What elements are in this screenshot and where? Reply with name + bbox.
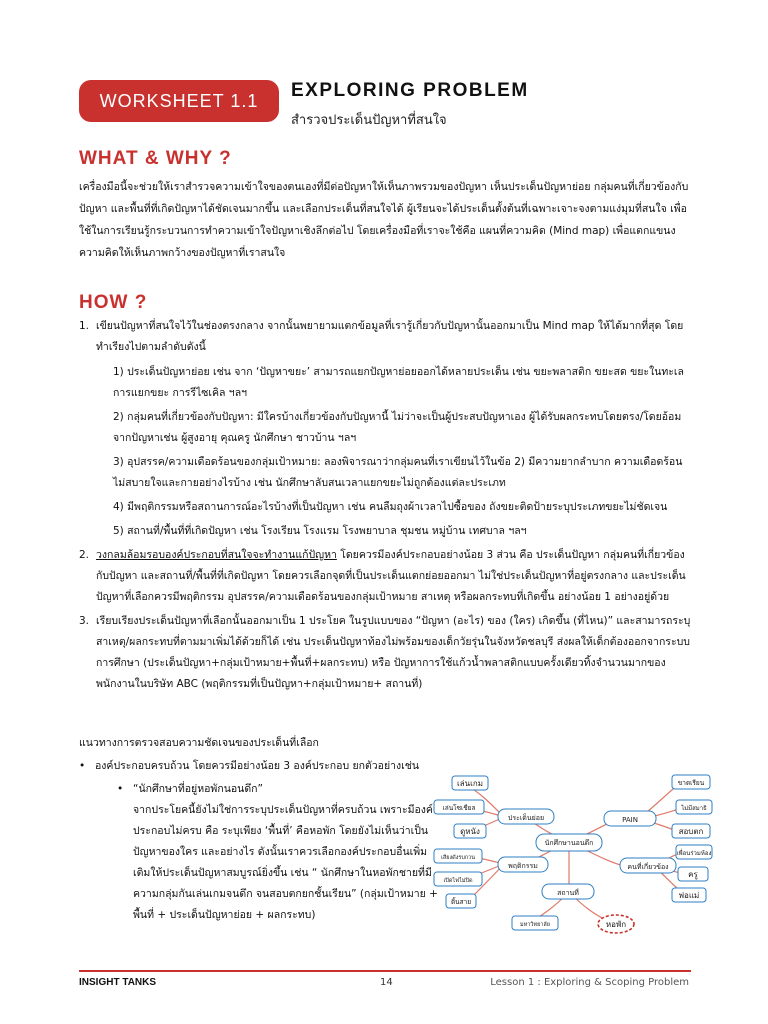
bullet-1-text: องค์ประกอบครบถ้วน โดยควรมีอย่างน้อย 3 องค์ประกอบ ยกตัวอย่างเช่น (95, 760, 420, 772)
mm-leaf-10: เสียงดังรบกวน (440, 855, 476, 861)
sub-item-1: 1) ประเด็นปัญหาย่อย เช่น จาก ‘ปัญหาขยะ’ สามารถแยกปัญหาย่อยออกได้หลายประเด็น เช่น ขยะพลาสติก ขยะสด ขยะในทะเล การแยกขยะ การรีไซเคิล ฯลฯ (113, 366, 684, 399)
step-1-text: เขียนปัญหาที่สนใจไว้ในช่องตรงกลาง จากนั้นพยายามแตกข้อมูลที่เรารู้เกี่ยวกับปัญหานั้นออกมาเป็น Mind map ให้ได้มากที่สุด โดยทำเรียงไปตามลำดับดังนี้ (96, 320, 684, 353)
mm-leaf-13: มหาวิทยาลัย (520, 922, 550, 928)
footer-brand: INSIGHT TANKS (79, 977, 157, 988)
mm-leaf-11: เปิดไฟไม่ปิด (443, 878, 473, 884)
mm-center: นักศึกษานอนดึก (544, 839, 594, 847)
worksheet-badge: WORKSHEET 1.1 (79, 80, 279, 122)
sub-item-5: 5) สถานที่/พื้นที่ที่เกิดปัญหา เช่น โรงเรียน โรงแรม โรงพยาบาล ชุมชน หมู่บ้าน เทศบาล ฯลฯ (113, 525, 527, 537)
mm-leaf-3: ดูหนัง (460, 827, 480, 836)
mm-branch-behavior: พฤติกรรม (508, 862, 538, 870)
check-heading: แนวทางการตรวจสอบความชัดเจนของประเด็นที่เลือก (79, 737, 319, 749)
mm-leaf-6: สอบตก (678, 827, 704, 836)
sub-item-4: 4) มีพฤติกรรมหรือสถานการณ์อะไรบ้างที่เป็นปัญหา เช่น คนลืมถุงผ้าเวลาไปซื้อของ ถังขยะติดป้ายระบุประเภทขยะไม่ชัดเจน (113, 501, 668, 513)
how-steps (79, 316, 691, 695)
mm-leaf-8: ครู (688, 870, 698, 879)
what-why-heading: WHAT & WHY ? (79, 148, 232, 169)
what-why-text: เครื่องมือนี้จะช่วยให้เราสำรวจความเข้าใจของตนเองที่มีต่อปัญหาให้เห็นภาพรวมของปัญหา เห็นประเด็นปัญหาย่อย กลุ่มคนที่เกี่ยวข้องกับปัญหา และพื้นที่ที่เกิดปัญหาได้ชัดเจนมากขึ้น และเลือกประเด็นที่สนใจได้ ผู้เรียนจะได้ประเด็นตั้งต้นที่เฉพาะเจาะจงตามแง่มุมที่สนใจ เพื่อใช้ในการเรียนรู้กระบวนการทำความเข้าใจปัญหาเชิงลึกต่อไป โดยเครื่องมือที่เราจะใช้คือ แผนที่ความคิด (Mind map) เพื่อแตกแขนงความคิดให้เห็นภาพกว้างของปัญหาที่เราสนใจ (79, 181, 689, 259)
mm-leaf-9: พ่อแม่ (678, 891, 700, 900)
how-step-1: 1. เขียนปัญหาที่สนใจไว้ในช่องตรงกลาง จากนั้นพยายามแตกข้อมูลที่เรารู้เกี่ยวกับปัญหานั้นออกมาเป็น Mind map ให้ได้มากที่สุด โดยทำเรียงไปตามลำดับดังนี้ 1) ประเด็นปัญหาย่อย เช่น จาก ‘ปัญหาขยะ’ สามารถแยกปัญหาย่อยออกได้หลายประเด็น เช่น ขยะพลาสติก ขยะสด ขยะในทะเล การแยกขยะ การรีไซเคิล ฯลฯ 2) กลุ่มคนที่เกี่ยวข้องกับปัญหา: มีใครบ้างเกี่ยวข้องกับปัญหานี้ ไม่ว่าจะเป็นผู้ประสบปัญหาเอง ผู้ได้รับผลกระทบโดยตรง/โดยอ้อมจากปัญหาเช่น ผู้สูงอายุ คุณครู นักศึกษา ชาวบ้าน ฯลฯ 3) อุปสรรค/ความเดือดร้อนของกลุ่มเป้าหมาย: ลองพิจารณาว่ากลุ่มคนที่เราเขียนไว้ในข้อ 2) มีความยากลำบาก ความเดือดร้อน ไม่สบายใจและกายอย่างไรบ้าง เช่น นักศึกษาลับสนเวลาแยกขยะไม่ถูกต้องแต่ละประเภท 4) มีพฤติกรรมหรือสถานการณ์อะไรบ้างที่เป็นปัญหา เช่น คนลืมถุงผ้าเวลาไปซื้อของ ถังขยะติดป้ายระบุประเภทขยะไม่ชัดเจน 5) สถานที่/พื้นที่ที่เกิดปัญหา เช่น โรงเรียน โรงแรม โรงพยาบาล ชุมชน หมู่บ้าน เทศบาล ฯลฯ (79, 316, 691, 542)
footer-lesson: Lesson 1 : Exploring & Scoping Problem (490, 977, 689, 988)
check-bullet-2: • “นักศึกษาที่อยู่หอพักนอนดึก” (79, 779, 439, 800)
sub-item-3: 3) อุปสรรค/ความเดือดร้อนของกลุ่มเป้าหมาย: ลองพิจารณาว่ากลุ่มคนที่เราเขียนไว้ในข้อ 2) มีความยากลำบาก ความเดือดร้อน ไม่สบายใจและกายอย่างไรบ้าง เช่น นักศึกษาลับสนเวลาแยกขยะไม่ถูกต้องแต่ละประเภท (113, 456, 683, 489)
bullet-2-body: จากประโยคนี้ยังไม่ใช่การระบุประเด็นปัญหาที่ครบถ้วน เพราะมีองค์ประกอบไม่ครบ คือ ระบุเพียง ‘พื้นที่’ คือหอพัก โดยยังไม่เห็นว่าเป็นปัญหาของใคร และอย่างไร ดังนั้นเราควรเลือกองค์ประกอบอื่นเพิ่มเติมให้ประเด็นปัญหาสมบูรณ์ยิ่งขึ้น เช่น “ นักศึกษาในหอพักชายที่มีความกลุ่มกันเล่นเกมจนดึก จนสอบตกยกชั้นเรียน” (กลุ่มเป้าหมาย + พื้นที่ + ประเด็นปัญหาย่อย + ผลกระทบ) (133, 804, 438, 921)
mm-leaf-1: เล่นเกม (457, 779, 483, 788)
mm-branch-people: คนที่เกี่ยวข้อง (627, 863, 669, 871)
page-title: EXPLORING PROBLEM (291, 80, 529, 101)
mm-leaf-7: เพื่อนร่วมห้อง (676, 850, 712, 857)
sub-item-2: 2) กลุ่มคนที่เกี่ยวข้องกับปัญหา: มีใครบ้างเกี่ยวข้องกับปัญหานี้ ไม่ว่าจะเป็นผู้ประสบปัญหาเอง ผู้ได้รับผลกระทบโดยตรง/โดยอ้อมจากปัญหาเช่น ผู้สูงอายุ คุณครู นักศึกษา ชาวบ้าน ฯลฯ (113, 411, 682, 444)
check-bullets (79, 756, 439, 926)
how-step-2: 2. วงกลมล้อมรอบองค์ประกอบที่สนใจจะทำงานแก้ปัญหา โดยควรมีองค์ประกอบอย่างน้อย 3 ส่วน คือ ประเด็นปัญหา กลุ่มคนที่เกี่ยวข้องกับปัญหา และสถานที่/พื้นที่ที่เกิดปัญหา โดยควรเลือกจุดที่เป็นประเด็นแตกย่อยออกมา ไม่ใช่ประเด็นปัญหาที่อยู่ตรงกลาง และประเด็นปัญหาที่เลือกควรมีพฤติกรรม อุปสรรค/ความเดือดร้อนของกลุ่มเป้าหมาย สาเหตุ หรือผลกระทบที่เกิดขึ้น อย่างน้อย 1 อย่างอยู่ด้วย (79, 549, 686, 603)
mind-map-diagram (424, 762, 714, 942)
mm-leaf-14: หอพัก (605, 920, 627, 929)
page-subtitle: สำรวจประเด็นปัญหาที่สนใจ (291, 113, 447, 128)
mm-branch-place: สถานที่ (557, 889, 579, 897)
page-number: 14 (380, 977, 393, 988)
mm-leaf-2: เล่นโซเชียล (442, 804, 476, 812)
how-heading: HOW ? (79, 292, 148, 313)
mm-leaf-5: ไม่มีสมาธิ (681, 805, 707, 812)
mm-leaf-4: ขาดเรียน (677, 779, 705, 787)
mm-branch-issue: ประเด็นย่อย (507, 814, 545, 822)
mm-branch-pain: PAIN (622, 816, 638, 824)
mm-leaf-12: ติ้นสาย (450, 898, 472, 906)
what-why-paragraph (79, 176, 691, 264)
footer-divider (79, 970, 691, 972)
step-2-underlined: วงกลมล้อมรอบองค์ประกอบที่สนใจจะทำงานแก้ปัญหา (96, 549, 337, 561)
bullet-2-quote: “นักศึกษาที่อยู่หอพักนอนดึก” (133, 783, 263, 795)
check-bullet-1: • องค์ประกอบครบถ้วน โดยควรมีอย่างน้อย 3 องค์ประกอบ ยกตัวอย่างเช่น (79, 756, 439, 777)
how-step-3: 3. เรียบเรียงประเด็นปัญหาที่เลือกนั้นออกมาเป็น 1 ประโยค ในรูปแบบของ “ปัญหา (อะไร) ของ (ใคร) เกิดขึ้น (ที่ไหน)” และสามารถระบุสาเหตุ/ผลกระทบที่ตามมาเพิ่มได้ด้วยก็ได้ เช่น ประเด็นปัญหาท้องไม่พร้อมของเด็กวัยรุ่นในจังหวัดชลบุรี ส่งผลให้เด็กต้องออกจากระบบการศึกษา (ประเด็นปัญหา+กลุ่มเป้าหมาย+พื้นที่+ผลกระทบ) หรือ ปัญหาการใช้แก้วน้ำพลาสติกแบบครั้งเดียวทิ้งจำนวนมากของพนักงานในบริษัท ABC (พฤติกรรมที่เป็นปัญหา+กลุ่มเป้าหมาย+ สถานที่) (79, 611, 691, 695)
step-3-text: เรียบเรียงประเด็นปัญหาที่เลือกนั้นออกมาเป็น 1 ประโยค ในรูปแบบของ “ปัญหา (อะไร) ของ (ใคร) เกิดขึ้น (ที่ไหน)” และสามารถระบุสาเหตุ/ผลกระทบที่ตามมาเพิ่มได้ด้วยก็ได้ เช่น ประเด็นปัญหาท้องไม่พร้อมของเด็กวัยรุ่นในจังหวัดชลบุรี ส่งผลให้เด็กต้องออกจากระบบการศึกษา (ประเด็นปัญหา+กลุ่มเป้าหมาย+พื้นที่+ผลกระทบ) หรือ ปัญหาการใช้แก้วน้ำพลาสติกแบบครั้งเดียวทิ้งจำนวนมากของพนักงานในบริษัท ABC (พฤติกรรมที่เป็นปัญหา+กลุ่มเป้าหมาย+ สถานที่) (96, 615, 691, 690)
step-2-text: โดยควรมีองค์ประกอบอย่างน้อย 3 ส่วน คือ ประเด็นปัญหา กลุ่มคนที่เกี่ยวข้องกับปัญหา และสถานที่/พื้นที่ที่เกิดปัญหา โดยควรเลือกจุดที่เป็นประเด็นแตกย่อยออกมา ไม่ใช่ประเด็นปัญหาที่อยู่ตรงกลาง และประเด็นปัญหาที่เลือกควรมีพฤติกรรม อุปสรรค/ความเดือดร้อนของกลุ่มเป้าหมาย สาเหตุ หรือผลกระทบที่เกิดขึ้น อย่างน้อย 1 อย่างอยู่ด้วย (96, 549, 686, 603)
